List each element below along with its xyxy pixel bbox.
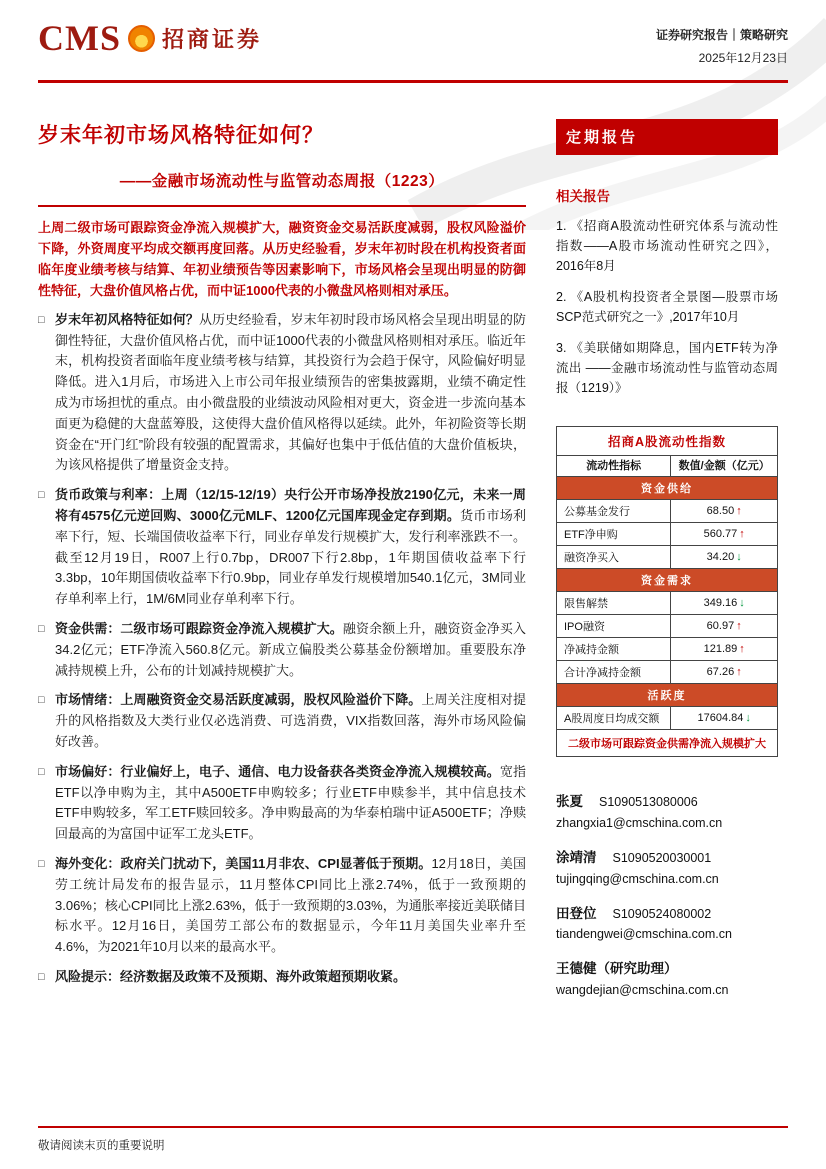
- table-row: [557, 638, 778, 661]
- indicator-value: 60.97 ↑: [671, 615, 778, 638]
- main-column: [38, 119, 526, 1014]
- square-bullet-icon: □: [38, 857, 45, 870]
- table-row: [557, 546, 778, 569]
- square-bullet-icon: □: [38, 765, 45, 778]
- table-row: [557, 707, 778, 730]
- report-category-badge: 定期报告: [556, 119, 778, 155]
- indicator-label: 公募基金发行: [557, 500, 671, 523]
- indicator-value: 349.16 ↓: [671, 592, 778, 615]
- up-arrow-icon: ↑: [739, 528, 745, 541]
- bullet-text: 货币市场利率下行，短、长端国债收益率下行，同业存单发行规模扩大，发行利率涨跌不一。截至12月19日，R007上行0.7bp，DR007下行2.8bp，1年期国债收益率下行3.3bp，10年期国债收益率下行0.9bp，同业存单发行规模增加540.1亿元，3M同业存单利率上行，1M/6M同业存单利率下行。: [55, 507, 526, 607]
- up-arrow-icon: ↑: [736, 666, 742, 679]
- summary-paragraph: 上周二级市场可跟踪资金净流入规模扩大，融资资金交易活跃度减弱，股权风险溢价下降，外资周度平均成交额再度回落。从历史经验看，岁末年初时段在机构投资者面临年度业绩考核与结算、年初业绩预告等因素影响下，市场风格会呈现出明显的防御性特征，大盘价值风格占优，而中证1000代表的小微盘风格则相对承压。: [38, 219, 526, 298]
- bullet-text: 12月18日，美国劳工统计局发布的报告显示，11月整体CPI同比上涨2.74%，低于一致预期的3.06%；核心CPI同比上涨2.63%，低于一致预期的3.03%，为通胀率接近美联储目标水平。12月16日，美国劳工部公布的数据显示，今年11月美国失业率升至4.6%，为2021年10月以来的最高水平。: [55, 855, 527, 955]
- analyst-license-id: S1090524080002: [612, 906, 712, 921]
- analyst-email: wangdejian@cmschina.com.cn: [556, 982, 729, 997]
- down-arrow-icon: ↓: [739, 597, 745, 610]
- header-meta: [656, 20, 788, 70]
- col-header-indicator: 流动性指标: [557, 455, 671, 477]
- contact-card: [556, 791, 778, 833]
- report-date: 2025年12月23日: [698, 50, 788, 65]
- bullet-item: [38, 967, 526, 988]
- bullet-item: [38, 310, 526, 476]
- bullet-lead: 风险提示：经济数据及政策不及预期、海外政策超预期收紧。: [55, 968, 407, 984]
- bullet-item: [38, 762, 526, 845]
- table-section-label: 资金需求: [557, 569, 778, 592]
- page-footer: [38, 1126, 788, 1153]
- down-arrow-icon: ↓: [745, 712, 751, 725]
- indicator-label: 合计净减持金额: [557, 661, 671, 684]
- table-title: 招商A股流动性指数: [557, 426, 778, 455]
- table-section-label: 活跃度: [557, 684, 778, 707]
- indicator-label: 限售解禁: [557, 592, 671, 615]
- bullet-lead: 货币政策与利率：上周（12/15-12/19）央行公开市场净投放2190亿元，未来一周将有4575亿元逆回购、3000亿元MLF、1200亿元国库现金定存到期。: [55, 487, 526, 523]
- title-rule: [38, 205, 526, 207]
- up-arrow-icon: ↑: [736, 620, 742, 633]
- contact-card: [556, 903, 778, 945]
- table-section-row: [557, 477, 778, 500]
- bullet-item: [38, 690, 526, 752]
- contact-card: [556, 847, 778, 889]
- up-arrow-icon: ↑: [739, 643, 745, 656]
- bullet-text: 宽指ETF以净申购为主，其中A500ETF申购较多；行业ETF申赎参半，其中信息技术ETF申购较多，军工ETF赎回较多。净申购最高的为华泰柏瑞中证A500ETF；净赎回最高的为富国中证军工龙头ETF。: [55, 763, 526, 842]
- indicator-value: 67.26 ↑: [671, 661, 778, 684]
- bullet-lead: 市场偏好：行业偏好上，电子、通信、电力设备获各类资金净流入规模较高。: [55, 763, 500, 779]
- indicator-value: 121.89 ↑: [671, 638, 778, 661]
- page-header: [0, 0, 826, 70]
- table-section-label: 资金供给: [557, 477, 778, 500]
- footer-disclaimer: 敬请阅读末页的重要说明: [38, 1140, 165, 1152]
- indicator-label: ETF净申购: [557, 523, 671, 546]
- sidebar: [556, 119, 778, 1014]
- square-bullet-icon: □: [38, 970, 45, 983]
- flame-icon: [128, 25, 155, 52]
- bullet-list: [38, 310, 526, 988]
- table-section-row: [557, 569, 778, 592]
- bullet-lead: 资金供需：二级市场可跟踪资金净流入规模扩大。: [55, 620, 343, 636]
- analyst-name: 涂靖清: [556, 850, 597, 866]
- table-row: [557, 523, 778, 546]
- analyst-license-id: S1090520030001: [612, 851, 712, 866]
- square-bullet-icon: □: [38, 489, 45, 502]
- table-row: [557, 500, 778, 523]
- analyst-name: 张夏: [556, 794, 583, 810]
- liquidity-index-table: [556, 426, 778, 758]
- analyst-email: zhangxia1@cmschina.com.cn: [556, 816, 723, 831]
- table-row: [557, 615, 778, 638]
- related-report-item: 3. 《美联储如期降息，国内ETF转为净流出 ——金融市场流动性与监管动态周报（1219）》: [556, 340, 778, 395]
- analyst-name: 田登位: [556, 905, 597, 921]
- analyst-license-id: S1090513080006: [599, 795, 698, 810]
- bullet-text: 上周关注度相对提升的风格指数及大类行业仅必选消费、可选消费，VIX指数回落，海外市场风险偏好改善。: [55, 692, 526, 749]
- analyst-contacts: [556, 791, 778, 999]
- indicator-value: 68.50 ↑: [671, 500, 778, 523]
- square-bullet-icon: □: [38, 313, 45, 326]
- analyst-name: 王德健（研究助理）: [556, 961, 678, 977]
- analyst-email: tujingqing@cmschina.com.cn: [556, 871, 719, 886]
- indicator-label: 融资净买入: [557, 546, 671, 569]
- indicator-label: 净减持金额: [557, 638, 671, 661]
- related-report-item: 2. 《A股机构投资者全景图—股票市场SCP范式研究之一》,2017年10月: [556, 289, 778, 324]
- contact-card: [556, 958, 778, 1000]
- cms-logo-text: CMS: [38, 18, 121, 58]
- footer-rule: [38, 1126, 788, 1128]
- cms-logo: [38, 20, 262, 56]
- table-title-row: [557, 426, 778, 455]
- up-arrow-icon: ↑: [736, 505, 742, 518]
- bullet-text: 从历史经验看，岁末年初时段市场风格会呈现出明显的防御性特征，大盘价值风格占优，而中证1000代表的小微盘风格则相对承压。临近年末，机构投资者面临年度业绩考核与结算，其投资行为会趋于保守，风险偏好明显降低。进入1月后，市场进入上市公司年报业绩预告的密集披露期，业绩不确定性成为市场担忧的重点。由小微盘股的业绩波动风险相对更大，资金进一步流向基本面更为稳健的大盘蓝筹股，这使得大盘价值风格得以延续。此外，年初险资等长期资金在“开门红”阶段有较强的配置需求，其偏好也集中于低估值的大盘价值板块，为该风格提供了增量资金支持。: [55, 311, 526, 473]
- related-reports-title: 相关报告: [556, 188, 610, 204]
- bullet-text: 融资余额上升，融资资金净买入34.2亿元；ETF净流入560.8亿元。新成立偏股类公募基金份额增加。重要股东净减持规模上升，公布的计划减持规模扩大。: [55, 620, 526, 678]
- square-bullet-icon: □: [38, 622, 45, 635]
- related-report-item: 1. 《招商A股流动性研究体系与流动性指数——A股市场流动性研究之四》，2016年8月: [556, 218, 778, 273]
- indicator-label: IPO融资: [557, 615, 671, 638]
- table-footer-text: 二级市场可跟踪资金供需净流入规模扩大: [557, 730, 778, 757]
- down-arrow-icon: ↓: [736, 551, 742, 564]
- square-bullet-icon: □: [38, 694, 45, 707]
- table-footer-row: [557, 730, 778, 757]
- indicator-value: 34.20 ↓: [671, 546, 778, 569]
- col-header-value: 数值/金额（亿元）: [671, 455, 778, 477]
- table-section-row: [557, 684, 778, 707]
- bullet-item: [38, 485, 526, 610]
- table-row: [557, 661, 778, 684]
- bullet-lead: 市场情绪：上周融资资金交易活跃度减弱，股权风险溢价下降。: [55, 692, 422, 708]
- page-subtitle: ——金融市场流动性与监管动态周报（1223）: [119, 172, 445, 190]
- related-reports-list: [556, 216, 778, 398]
- report-type: 证券研究报告｜策略研究: [655, 28, 788, 42]
- analyst-email: tiandengwei@cmschina.com.cn: [556, 927, 732, 942]
- bullet-lead: 岁末年初风格特征如何？: [55, 311, 199, 327]
- bullet-lead: 海外变化：政府关门扰动下，美国11月非农、CPI显著低于预期。: [55, 855, 432, 871]
- indicator-label: A股周度日均成交额: [557, 707, 671, 730]
- bullet-item: [38, 619, 526, 681]
- table-header-row: [557, 455, 778, 477]
- indicator-value: 560.77 ↑: [671, 523, 778, 546]
- page-title: 岁末年初市场风格特征如何？: [38, 123, 324, 147]
- header-rule: [38, 80, 788, 83]
- table-row: [557, 592, 778, 615]
- indicator-value: 17604.84 ↓: [671, 707, 778, 730]
- bullet-item: [38, 854, 526, 958]
- brand-name: 招商证券: [162, 26, 263, 52]
